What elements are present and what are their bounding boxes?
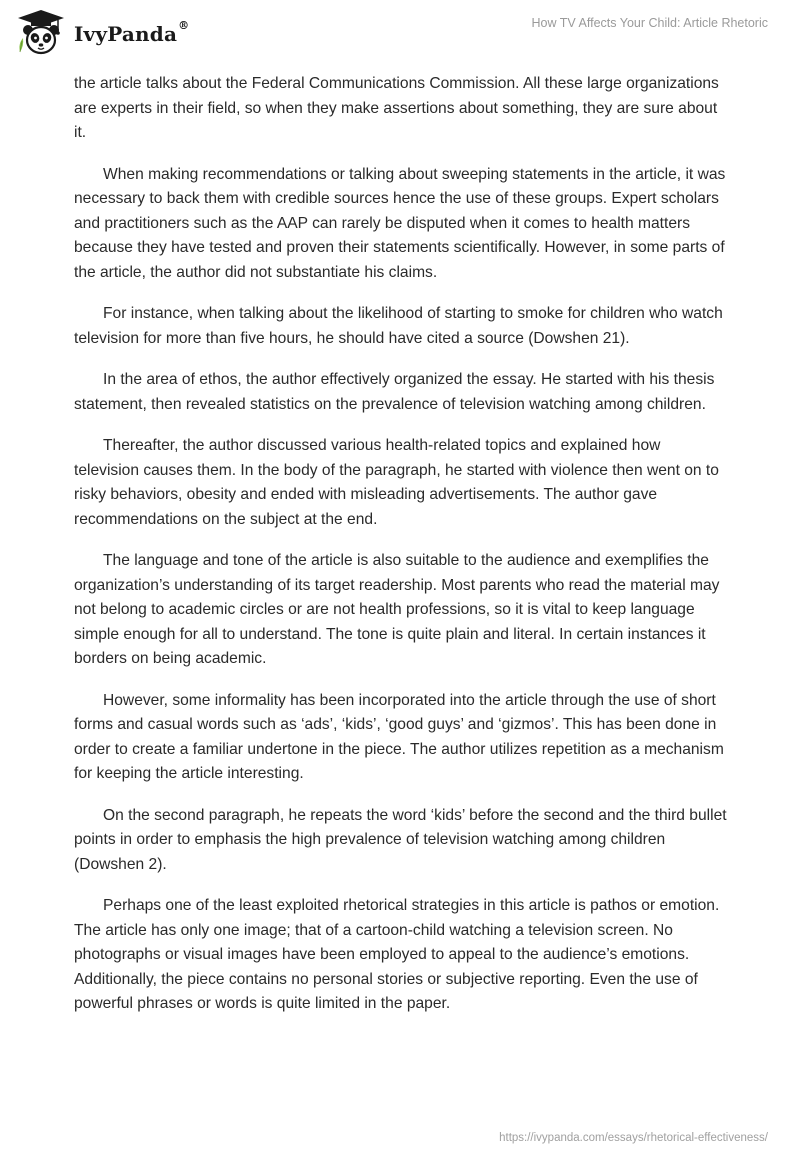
panda-graduate-logo-icon [14,8,68,58]
paragraph: Perhaps one of the least exploited rhetorical strategies in this article is pathos or emotion. The article has only one image; that of a cartoon-child watching a television screen. No photographs or visual images have been employed to appeal to the audience’s emotions. Additionally, the piece contains no personal stories or subjective reporting. Even the use of powerful phrases or words is quite limited in the paper. [74,897,720,1012]
page-header [0,0,800,70]
paragraph: In the area of ethos, the author effectively organized the essay. He started with his thesis statement, then revealed statistics on the prevalence of television watching among children. [74,371,715,413]
paragraph: For instance, when talking about the likelihood of starting to smoke for children who watch television for more than five hours, he should have cited a source (Dowshen 21). [74,305,723,347]
ivypanda-logo[interactable] [14,8,189,58]
paragraph: However, some informality has been incorporated into the article through the use of short forms and casual words such as ‘ads’, ‘kids’, ‘good guys’ and ‘gizmos’. This has been done in order to create a familiar undertone in the piece. The author utilizes repetition as a mechanism for keeping the article interesting. [74,691,724,782]
document-title: How TV Affects Your Child: Article Rhetoric [531,16,768,30]
paragraph: When making recommendations or talking about sweeping statements in the article, it was necessary to back them with credible sources hence the use of these groups. Expert scholars and practitioners such as the AAP can rarely be disputed when it comes to health matters because they have tested and proven their statements scientifically. However, in some parts of the article, the author did not substantiate his claims. [74,165,726,281]
source-url-link[interactable]: https://ivypanda.com/essays/rhetorical-effectiveness/ [499,1132,768,1144]
essay-body [74,72,728,1034]
paragraph: The language and tone of the article is also suitable to the audience and exemplifies the organization’s understanding of its target readership. Most parents who read the material may not belong to academic circles or are not health professions, so it is vital to keep language simple enough for all to understand. The tone is quite plain and literal. In certain instances it borders on being academic. [74,552,720,667]
paragraph: Thereafter, the author discussed various health-related topics and explained how television causes them. In the body of the paragraph, he started with violence then went on to risky behaviors, obesity and ended with misleading advertisements. The author gave recommendations on the subject at the end. [74,437,719,528]
brand-name: IvyPanda® [74,19,190,46]
paragraph: On the second paragraph, he repeats the word ‘kids’ before the second and the third bullet points in order to emphasis the high prevalence of television watching among children (Dowshen 2). [74,806,727,873]
paragraph: the article talks about the Federal Communications Commission. All these large organizations are experts in their field, so when they make assertions about something, they are sure about it. [74,75,719,141]
